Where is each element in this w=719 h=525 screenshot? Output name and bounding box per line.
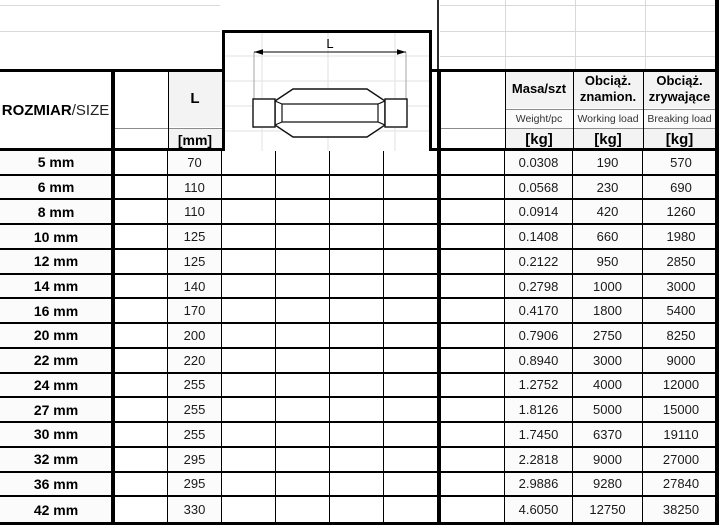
cell-empty <box>384 497 438 522</box>
header-divider <box>505 70 506 150</box>
cell-size: 27 mm <box>0 398 113 423</box>
working-load-header-cell <box>573 70 643 108</box>
cell-empty <box>222 398 276 423</box>
cell-size: 10 mm <box>0 225 113 250</box>
cell-breaking: 38250 <box>643 497 719 522</box>
cell-l: 295 <box>168 448 222 473</box>
cell-work: 3000 <box>573 349 643 374</box>
cell-l: 70 <box>168 151 222 176</box>
breaking-load-line2: zrywające <box>648 89 711 104</box>
size-column-border <box>111 69 115 525</box>
weight-header-cell <box>505 70 573 108</box>
cell-size: 5 mm <box>0 151 113 176</box>
cell-empty <box>438 299 505 324</box>
cell-size: 16 mm <box>0 299 113 324</box>
cell-empty <box>113 423 168 448</box>
cell-breaking: 570 <box>643 151 719 176</box>
cell-masa: 2.2818 <box>505 448 573 473</box>
gridline <box>575 0 576 69</box>
cell-l: 125 <box>168 250 222 275</box>
cell-masa: 4.6050 <box>505 497 573 522</box>
header-separator <box>441 128 716 129</box>
cell-work: 2750 <box>573 324 643 349</box>
cell-empty <box>276 324 330 349</box>
cell-empty <box>113 398 168 423</box>
header-divider <box>168 70 169 150</box>
breaking-load-header-cell <box>643 70 716 108</box>
cell-work: 230 <box>573 176 643 201</box>
size-header-cell <box>0 70 111 150</box>
cell-empty <box>438 398 505 423</box>
cell-empty <box>113 299 168 324</box>
cell-empty <box>438 225 505 250</box>
cell-empty <box>222 250 276 275</box>
cell-breaking: 27000 <box>643 448 719 473</box>
cell-l: 330 <box>168 497 222 522</box>
cell-masa: 0.2122 <box>505 250 573 275</box>
cell-empty <box>384 473 438 498</box>
cell-empty <box>438 324 505 349</box>
cell-masa: 0.8940 <box>505 349 573 374</box>
cell-masa: 0.1408 <box>505 225 573 250</box>
cell-empty <box>330 250 384 275</box>
dim-arrow-right <box>397 49 406 55</box>
gridline <box>0 31 220 32</box>
cell-empty <box>330 275 384 300</box>
cell-empty <box>384 324 438 349</box>
cell-work: 6370 <box>573 423 643 448</box>
cell-empty <box>222 423 276 448</box>
cell-size: 30 mm <box>0 423 113 448</box>
cell-empty <box>113 176 168 201</box>
breaking-load-line1: Obciąż. <box>656 73 703 88</box>
dim-arrow-left <box>254 49 263 55</box>
cell-empty <box>222 374 276 399</box>
gridline <box>505 0 506 69</box>
cell-empty <box>222 497 276 522</box>
cell-empty <box>222 299 276 324</box>
turnbuckle-body <box>275 89 385 137</box>
cell-empty <box>438 473 505 498</box>
cell-empty <box>113 275 168 300</box>
cell-empty <box>276 398 330 423</box>
cell-breaking: 2850 <box>643 250 719 275</box>
breaking-load-en: Breaking load <box>643 110 716 128</box>
cell-breaking: 1260 <box>643 200 719 225</box>
cell-empty <box>276 473 330 498</box>
cell-work: 1000 <box>573 275 643 300</box>
cell-l: 110 <box>168 176 222 201</box>
cell-empty <box>384 250 438 275</box>
cell-empty <box>438 448 505 473</box>
cell-empty <box>222 200 276 225</box>
weight-header-en: Weight/pc <box>505 110 573 128</box>
cell-work: 420 <box>573 200 643 225</box>
cell-size: 14 mm <box>0 275 113 300</box>
gridline <box>440 31 715 32</box>
size-header-en: /SIZE <box>71 101 110 119</box>
cell-empty <box>438 374 505 399</box>
cell-l: 110 <box>168 200 222 225</box>
cell-work: 660 <box>573 225 643 250</box>
cell-empty <box>113 349 168 374</box>
cell-l: 255 <box>168 398 222 423</box>
cell-empty <box>384 423 438 448</box>
weight-header-line1: Masa/szt <box>511 81 567 96</box>
cell-empty <box>384 398 438 423</box>
cell-empty <box>438 151 505 176</box>
cell-empty <box>276 250 330 275</box>
cell-breaking: 12000 <box>643 374 719 399</box>
table-right-border <box>715 0 719 525</box>
cell-masa: 1.7450 <box>505 423 573 448</box>
cell-l: 200 <box>168 324 222 349</box>
cell-empty <box>113 473 168 498</box>
cell-empty <box>438 200 505 225</box>
cell-size: 20 mm <box>0 324 113 349</box>
gridline <box>0 5 220 6</box>
header-divider <box>643 70 644 150</box>
cell-work: 190 <box>573 151 643 176</box>
cell-empty <box>113 374 168 399</box>
cell-breaking: 690 <box>643 176 719 201</box>
cell-work: 1800 <box>573 299 643 324</box>
cell-size: 8 mm <box>0 200 113 225</box>
cell-empty <box>113 324 168 349</box>
cell-l: 220 <box>168 349 222 374</box>
cell-size: 6 mm <box>0 176 113 201</box>
cell-empty <box>384 200 438 225</box>
cell-empty <box>330 299 384 324</box>
gridline <box>645 0 646 69</box>
cell-empty <box>384 448 438 473</box>
cell-empty <box>384 275 438 300</box>
cell-empty <box>113 448 168 473</box>
cell-masa: 0.4170 <box>505 299 573 324</box>
cell-empty <box>222 225 276 250</box>
cell-empty <box>113 250 168 275</box>
cell-empty <box>113 200 168 225</box>
cell-empty <box>222 324 276 349</box>
gridline <box>440 56 715 57</box>
cell-empty <box>384 299 438 324</box>
cell-breaking: 5400 <box>643 299 719 324</box>
cell-empty <box>276 151 330 176</box>
cell-l: 140 <box>168 275 222 300</box>
working-load-line2: znamion. <box>579 89 637 104</box>
working-load-line1: Obciąż. <box>584 73 632 88</box>
dimension-label: L <box>326 36 334 51</box>
data-table <box>0 151 719 522</box>
cell-empty <box>438 275 505 300</box>
cell-l: 170 <box>168 299 222 324</box>
cell-masa: 0.2798 <box>505 275 573 300</box>
cell-empty <box>276 299 330 324</box>
cell-empty <box>222 448 276 473</box>
cell-masa: 1.8126 <box>505 398 573 423</box>
cell-l: 255 <box>168 423 222 448</box>
cell-breaking: 15000 <box>643 398 719 423</box>
cell-empty <box>330 473 384 498</box>
table-top-border <box>429 69 719 72</box>
cell-size: 32 mm <box>0 448 113 473</box>
cell-empty <box>330 374 384 399</box>
cell-l: 125 <box>168 225 222 250</box>
turnbuckle-drawing-box <box>222 30 432 151</box>
working-load-unit-cell: [kg] <box>573 129 643 150</box>
cell-empty <box>330 448 384 473</box>
cell-empty <box>276 497 330 522</box>
length-unit-cell: [mm] <box>168 129 222 150</box>
cell-masa: 1.2752 <box>505 374 573 399</box>
cell-empty <box>438 497 505 522</box>
working-load-en: Working load <box>573 110 643 128</box>
cell-empty <box>438 423 505 448</box>
cell-work: 12750 <box>573 497 643 522</box>
turnbuckle-drawing <box>225 33 429 151</box>
cell-masa: 0.0914 <box>505 200 573 225</box>
cell-breaking: 1980 <box>643 225 719 250</box>
cell-empty <box>384 349 438 374</box>
cell-empty <box>222 349 276 374</box>
cell-empty <box>384 151 438 176</box>
cell-masa: 2.9886 <box>505 473 573 498</box>
cell-empty <box>438 349 505 374</box>
cell-empty <box>113 151 168 176</box>
cell-empty <box>113 225 168 250</box>
cell-empty <box>330 225 384 250</box>
cell-empty <box>276 448 330 473</box>
cell-empty <box>330 151 384 176</box>
cell-empty <box>113 497 168 522</box>
cell-work: 950 <box>573 250 643 275</box>
size-header-pl: ROZMIAR <box>1 101 72 119</box>
turnbuckle-nut-left <box>253 99 275 127</box>
cell-breaking: 9000 <box>643 349 719 374</box>
cell-empty <box>384 374 438 399</box>
length-header-cell: L <box>168 70 222 127</box>
cell-empty <box>330 349 384 374</box>
weight-group-border <box>437 69 441 525</box>
cell-empty <box>330 398 384 423</box>
cell-size: 12 mm <box>0 250 113 275</box>
cell-breaking: 27840 <box>643 473 719 498</box>
cell-empty <box>438 176 505 201</box>
cell-empty <box>330 200 384 225</box>
gridline <box>440 5 715 6</box>
cell-l: 295 <box>168 473 222 498</box>
cell-breaking: 19110 <box>643 423 719 448</box>
header-separator <box>505 109 716 110</box>
cell-masa: 0.0308 <box>505 151 573 176</box>
cell-empty <box>276 225 330 250</box>
cell-empty <box>384 176 438 201</box>
cell-l: 255 <box>168 374 222 399</box>
cell-masa: 0.0568 <box>505 176 573 201</box>
weight-unit-cell: [kg] <box>505 129 573 150</box>
cell-empty <box>330 497 384 522</box>
header-divider <box>573 70 574 150</box>
cell-masa: 0.7906 <box>505 324 573 349</box>
cell-work: 4000 <box>573 374 643 399</box>
cell-work: 9000 <box>573 448 643 473</box>
cell-work: 5000 <box>573 398 643 423</box>
cell-empty <box>438 250 505 275</box>
cell-breaking: 3000 <box>643 275 719 300</box>
turnbuckle-nut-right <box>385 99 407 127</box>
cell-empty <box>276 423 330 448</box>
cell-empty <box>330 324 384 349</box>
cell-size: 24 mm <box>0 374 113 399</box>
cell-empty <box>276 349 330 374</box>
cell-size: 36 mm <box>0 473 113 498</box>
cell-empty <box>276 374 330 399</box>
cell-empty <box>384 225 438 250</box>
cell-size: 22 mm <box>0 349 113 374</box>
cell-breaking: 8250 <box>643 324 719 349</box>
cell-empty <box>276 200 330 225</box>
cell-empty <box>222 473 276 498</box>
breaking-load-unit-cell: [kg] <box>643 129 716 150</box>
cell-empty <box>276 176 330 201</box>
cell-empty <box>330 176 384 201</box>
cell-empty <box>330 423 384 448</box>
cell-size: 42 mm <box>0 497 113 522</box>
cell-work: 9280 <box>573 473 643 498</box>
cell-empty <box>276 275 330 300</box>
cell-empty <box>222 275 276 300</box>
cell-empty <box>222 151 276 176</box>
cell-empty <box>222 176 276 201</box>
column-divider <box>437 0 439 70</box>
